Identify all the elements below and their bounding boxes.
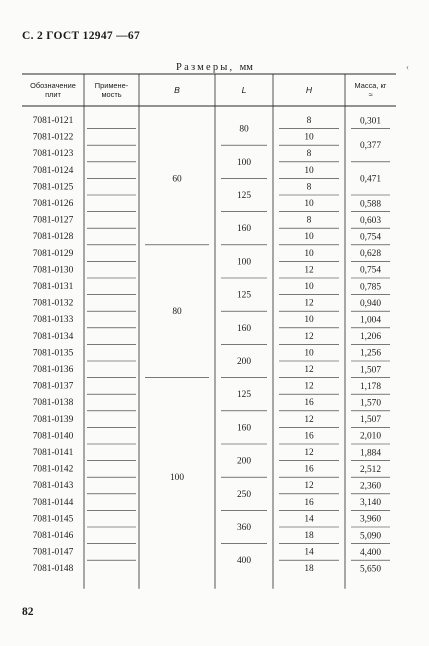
cell-h: 10: [304, 232, 314, 243]
cell-mass: 1,507: [359, 415, 382, 426]
cell-code: 7081-0136: [32, 364, 74, 375]
cell-b: 80: [172, 307, 182, 318]
cell-h: 16: [304, 464, 314, 475]
cell-code: 7081-0123: [32, 149, 74, 160]
cell-code: 7081-0135: [32, 348, 74, 359]
cell-h: 14: [304, 547, 314, 558]
cell-l: 250: [236, 489, 252, 500]
cell-code: 7081-0121: [32, 115, 74, 126]
cell-mass: 3,140: [359, 498, 382, 509]
cell-h: 18: [304, 564, 314, 575]
cell-mass: 0,377: [359, 141, 382, 152]
cell-h: 12: [304, 331, 314, 342]
cell-h: 10: [304, 198, 314, 209]
cell-h: 10: [304, 348, 314, 359]
col-header-mass: Масса, кг: [354, 81, 387, 90]
cell-mass: 0,940: [359, 298, 382, 309]
cell-code: 7081-0144: [32, 497, 74, 508]
cell-h: 12: [304, 364, 314, 375]
cell-mass: 4,400: [359, 547, 382, 558]
cell-mass: 1,570: [359, 398, 382, 409]
cell-b: 100: [169, 473, 185, 484]
cell-h: 10: [304, 281, 314, 292]
cell-h: 8: [306, 182, 312, 193]
cell-code: 7081-0142: [32, 464, 74, 475]
corner-mark: ‹: [406, 62, 409, 72]
cell-h: 10: [304, 165, 314, 176]
cell-code: 7081-0122: [32, 132, 74, 143]
cell-h: 14: [304, 514, 314, 525]
col-header-code: плит: [45, 90, 61, 99]
col-header-code: Обозначение: [30, 81, 76, 90]
cell-mass: 0,588: [359, 199, 382, 210]
col-header-h: H: [305, 85, 313, 95]
cell-code: 7081-0130: [32, 265, 74, 276]
cell-code: 7081-0134: [32, 331, 74, 342]
dimensions-unit: мм: [239, 62, 253, 73]
cell-h: 18: [304, 530, 314, 541]
cell-mass: 5,090: [359, 531, 382, 542]
cell-h: 8: [306, 215, 312, 226]
cell-mass: 1,884: [359, 448, 382, 459]
cell-l: 80: [239, 124, 249, 135]
cell-l: 160: [236, 423, 252, 434]
col-header-l: L: [241, 85, 247, 95]
cell-code: 7081-0146: [32, 530, 74, 541]
cell-l: 125: [236, 290, 252, 301]
cell-code: 7081-0143: [32, 481, 74, 492]
cell-mass: 0,603: [359, 215, 382, 226]
cell-code: 7081-0145: [32, 514, 74, 525]
cell-code: 7081-0140: [32, 431, 74, 442]
cell-h: 16: [304, 497, 314, 508]
cell-l: 360: [236, 523, 252, 533]
cell-h: 12: [304, 481, 314, 492]
cell-mass: 0,754: [359, 265, 382, 276]
cell-mass: 2,360: [359, 481, 382, 492]
cell-mass: 1,507: [359, 365, 382, 376]
cell-code: 7081-0133: [32, 315, 74, 326]
cell-mass: 1,178: [359, 381, 382, 392]
cell-b: 60: [172, 174, 182, 185]
cell-code: 7081-0147: [32, 547, 74, 558]
cell-l: 125: [236, 191, 252, 201]
page-ref: С. 2: [22, 30, 44, 42]
cell-mass: 1,206: [359, 332, 382, 343]
cell-code: 7081-0131: [32, 281, 74, 292]
cell-h: 10: [304, 315, 314, 326]
cell-l: 160: [236, 323, 252, 334]
cell-h: 12: [304, 447, 314, 458]
cell-code: 7081-0128: [32, 232, 74, 243]
cell-mass: 2,010: [359, 431, 382, 442]
cell-mass: 1,256: [359, 348, 382, 359]
cell-mass: 0,628: [359, 249, 382, 260]
cell-l: 400: [236, 556, 252, 567]
cell-h: 8: [306, 115, 312, 126]
cell-l: 100: [236, 257, 252, 268]
cell-code: 7081-0138: [32, 398, 74, 409]
cell-h: 8: [306, 149, 312, 160]
cell-h: 16: [304, 431, 314, 442]
cell-code: 7081-0127: [32, 215, 74, 226]
cell-l: 100: [236, 157, 252, 168]
cell-h: 12: [304, 298, 314, 309]
cell-h: 10: [304, 132, 314, 143]
cell-code: 7081-0129: [32, 248, 74, 259]
cell-l: 160: [236, 224, 252, 235]
dimensions-label: Размеры,: [176, 62, 235, 73]
cell-code: 7081-0148: [32, 564, 74, 575]
cell-h: 10: [304, 248, 314, 259]
cell-code: 7081-0137: [32, 381, 74, 392]
cell-code: 7081-0139: [32, 414, 74, 425]
cell-l: 125: [236, 390, 252, 401]
cell-code: 7081-0125: [32, 182, 74, 193]
cell-mass: 3,960: [359, 514, 382, 525]
cell-mass: 0,785: [359, 282, 382, 293]
cell-h: 16: [304, 398, 314, 409]
cell-mass: 0,301: [359, 116, 382, 127]
page-number: 82: [22, 606, 34, 618]
cell-mass: 2,512: [359, 464, 382, 475]
cell-code: 7081-0126: [32, 198, 74, 209]
cell-mass: 0,471: [359, 174, 382, 185]
cell-code: 7081-0141: [32, 447, 74, 458]
cell-mass: 0,754: [359, 232, 382, 243]
col-header-usage: Примене-: [94, 81, 129, 90]
cell-l: 200: [236, 357, 252, 367]
col-header-mass: ≈: [368, 90, 373, 99]
cell-h: 12: [304, 414, 314, 425]
cell-l: 200: [236, 456, 252, 467]
col-header-b: B: [174, 85, 180, 95]
cell-h: 12: [304, 265, 314, 276]
col-header-usage: мость: [101, 90, 122, 99]
cell-mass: 1,004: [359, 315, 382, 326]
cell-h: 12: [304, 381, 314, 392]
cell-mass: 5,650: [359, 564, 382, 575]
standard-id: ГОСТ 12947 —67: [46, 30, 140, 42]
cell-code: 7081-0132: [32, 298, 74, 309]
cell-code: 7081-0124: [32, 165, 74, 176]
